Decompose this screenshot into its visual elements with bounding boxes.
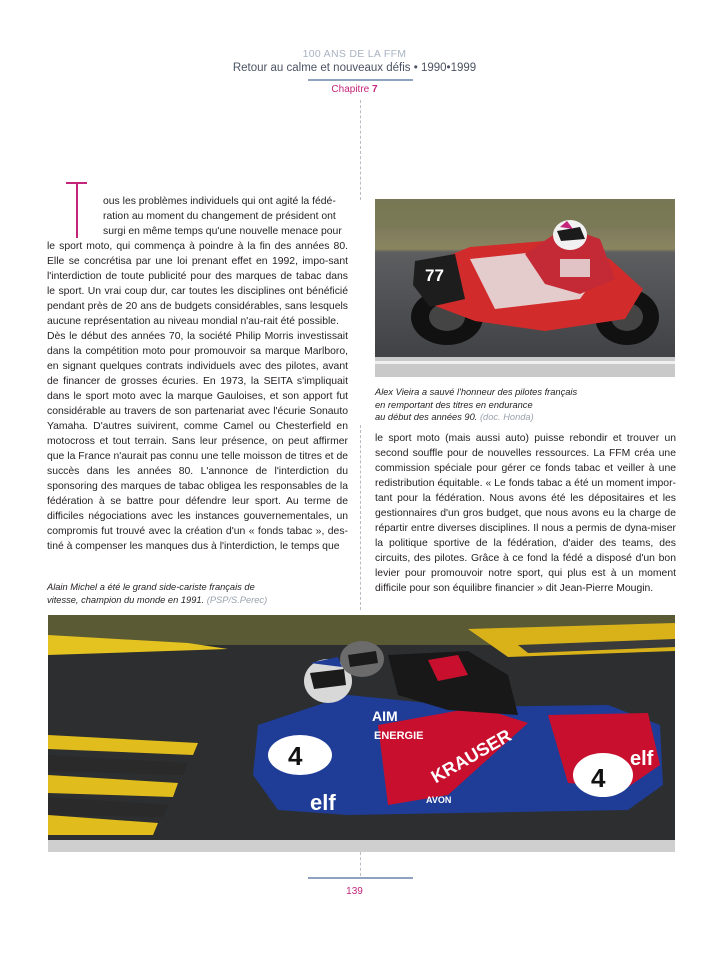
sponsor-elf: elf [310,790,336,815]
caption-line: au début des années 90. [375,412,478,422]
paragraph-2: Dès le début des années 70, la société Philip Morris investissait dans la compétition moto pour promouvoir sa marque Marlboro, en signant quelques contrats individuels avec des pilotes, avant de financer de grosses écuries. En 1973, la SEITA s'impliquait dans le sport moto avec la marque Gauloises, et son apport fut considérable au travers de son partenariat avec l'écurie Sonauto Yamaha. D'autres suivirent, comme Camel ou Chesterfield en motocross et tout terrain. Sans leur présence, on peut affirmer que la France n'aurait pas connu une telle moisson de titres et de succès dans les années 80. L'annonce de l'interdiction du sponsoring des marques de tabac obligea les responsables de la fédération à se battre pour défendre leur sport. Au terme de difficiles négociations avec les instances gouvernementales, un compromis fut trouvé avec la création d'un « fonds tabac », des-tiné à compenser les manques dus à l'interdiction, le temps que [47,331,348,552]
photo-sidecar [48,615,675,852]
sponsor-aim: AIM [372,708,398,724]
right-column [375,431,676,596]
chapter-label-text: Chapitre [331,84,370,95]
caption-sidecar [47,581,337,606]
caption-line-with-credit [375,411,675,424]
page-number: 139 [346,886,363,897]
bike-number: 77 [425,266,444,285]
sidecar-illustration [48,615,675,852]
header-rule [308,79,413,81]
drop-cap-stem [76,182,78,238]
photo-endurance-rider [375,199,675,377]
caption-line: Alex Vieira a sauvé l'honneur des pilotes français [375,387,578,397]
sidecar-number-side: 4 [591,763,606,793]
caption-line: Alain Michel a été le grand side-cariste français de [47,582,255,592]
paragraph-3: le sport moto (mais aussi auto) puisse rebondir et trouver un second souffle pour de nouvelles ressources. La FFM créa une commission spéciale pour gérer ce fonds tabac et veiller à une redistribution équitable. « Le fonds tabac a été un moment impor-tant pour la fédération. Nous avons été les dépositaires et les gestionnaires d'un gros budget, que nous avons eu la charge de répartir entre diverses disciplines. Il nous a permis de dyna-miser la politique sportive de la fédération, d'aider des teams, des circuits, des pilotes. Grâce à ce fond la fédé a disposé d'un bon levier pour promouvoir notre sport, qui plus est à un moment difficile pour son équilibre financier » dit Jean-Pierre Mougin. [375,433,676,594]
drop-cap-t [66,182,87,238]
chapter-title: Retour au calme et nouveaux défis • 1990•1999 [232,62,477,74]
footer-rule [308,877,413,879]
column-divider-bottom [360,852,361,876]
column-divider-mid [360,425,361,610]
photo-credit: (doc. Honda) [479,412,534,422]
opening-lines [103,194,348,239]
sponsor-energie: ENERGIE [374,730,424,742]
caption-line-with-credit [47,594,337,607]
sidecar-number: 4 [288,741,303,771]
column-divider-top [360,100,361,200]
photo-credit: (PSP/S.Perec) [206,594,268,605]
endurance-rider-illustration [375,199,675,377]
sponsor-krauser: KRAUSER [427,725,515,788]
opening-line: surgi en même temps qu'une nouvelle menace pour [103,226,342,237]
caption-endurance [375,386,675,424]
chapter-label [0,84,709,95]
sponsor-elf-side: elf [630,748,654,770]
sponsor-avon: AVON [426,795,452,805]
opening-line: ous les problèmes individuels qui ont agité la fédé- [103,196,336,207]
chapter-number: 7 [372,84,378,95]
book-series-title: 100 ANS DE LA FFM [302,48,407,60]
paragraph-1: le sport moto, qui commença à poindre à la fin des années 80. Elle se concrétisa par une loi prenant effet en 1992, impo-sant l'interdiction de toute publicité pour des marques de tabac dans le sport. Un vrai coup dur, car toutes les disciplines ont bénéficié pendant près de 20 ans de budgets considérables, sans lesquels aucune représentation au niveau mondial n'au-rait été possible. [47,241,348,327]
caption-line: en remportant des titres en endurance [375,399,533,410]
left-column [47,239,348,554]
opening-line: ration au moment du changement de président ont [103,211,336,222]
caption-line: vitesse, champion du monde en 1991. [47,594,205,605]
